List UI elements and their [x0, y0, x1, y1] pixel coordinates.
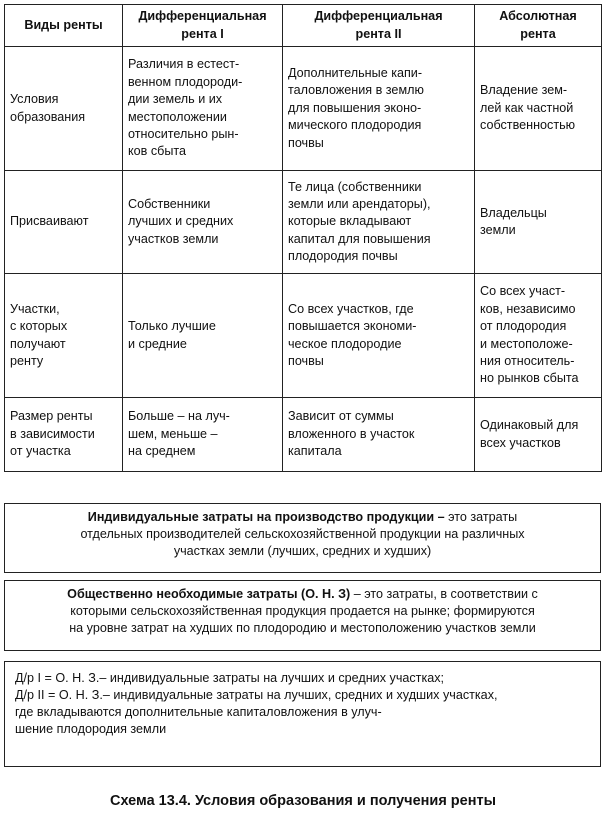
table-cell: Дополнительные капи- таловложения в землю для повышения эконо- мического плодородия почвы [283, 47, 475, 171]
table-cell: Только лучшие и средние [123, 274, 283, 398]
rent-comparison-table [4, 4, 602, 472]
table-cell: Со всех участков, где повышается экономи- ческое плодородие почвы [283, 274, 475, 398]
table-row [5, 274, 602, 398]
definition-term: Общественно необходимые затраты (О. Н. З) [67, 587, 351, 601]
row-label: Размер ренты в зависимости от участка [5, 398, 123, 472]
table-cell: Владение зем- лей как частной собственностью [475, 47, 602, 171]
table-cell: Больше – на луч- шем, меньше – на среднем [123, 398, 283, 472]
table-cell: Те лица (собственники земли или арендаторы), которые вкладывают капитал для повышения плодородия почвы [283, 171, 475, 274]
figure-caption: Схема 13.4. Условия образования и получения ренты [110, 793, 496, 809]
row-label: Участки, с которых получают ренту [5, 274, 123, 398]
definition-social-costs [4, 580, 601, 651]
table-cell: Одинаковый для всех участков [475, 398, 602, 472]
rent-formulas [4, 661, 601, 767]
table-cell: Различия в естест- венном плодороди- дии земель и их местоположении относительно рын- ков сбыта [123, 47, 283, 171]
definition-term: Индивидуальные затраты на производство продукции – [87, 510, 445, 524]
header-rent-types: Виды ренты [5, 5, 123, 47]
table-row [5, 398, 602, 472]
table-row [5, 47, 602, 171]
header-diff-rent-2: Дифференциальная рента II [283, 5, 475, 47]
table-cell: Собственники лучших и средних участков земли [123, 171, 283, 274]
row-label: Условия образования [5, 47, 123, 171]
row-label: Присваивают [5, 171, 123, 274]
table-cell: Со всех участ- ков, независимо от плодородия и местоположе- ния относитель- но рынков сбыта [475, 274, 602, 398]
table-cell: Зависит от суммы вложенного в участок капитала [283, 398, 475, 472]
header-absolute-rent: Абсолютная рента [475, 5, 602, 47]
definition-individual-costs [4, 503, 601, 573]
table-header-row [5, 5, 602, 47]
table-cell: Владельцы земли [475, 171, 602, 274]
formula-diff-rent-2: Д/р II = О. Н. З.– индивидуальные затраты на лучших, средних и худших участках, где вкладываются дополнительные капиталовложения в улуч- шение плодородия земли [15, 688, 498, 737]
header-diff-rent-1: Дифференциальная рента I [123, 5, 283, 47]
table-row [5, 171, 602, 274]
definition-text: – это затраты, в соответствии с которыми сельскохозяйственная продукция продается на рынке; формируются на уровне затрат на худших по плодородию и местоположению участков земли [69, 587, 538, 636]
formula-diff-rent-1: Д/р I = О. Н. З.– индивидуальные затраты на лучших и средних участках; [15, 671, 445, 685]
definition-text: это затраты отдельных производителей сельскохозяйственной продукции на различных участках земли (лучших, средних и худших) [80, 510, 525, 559]
